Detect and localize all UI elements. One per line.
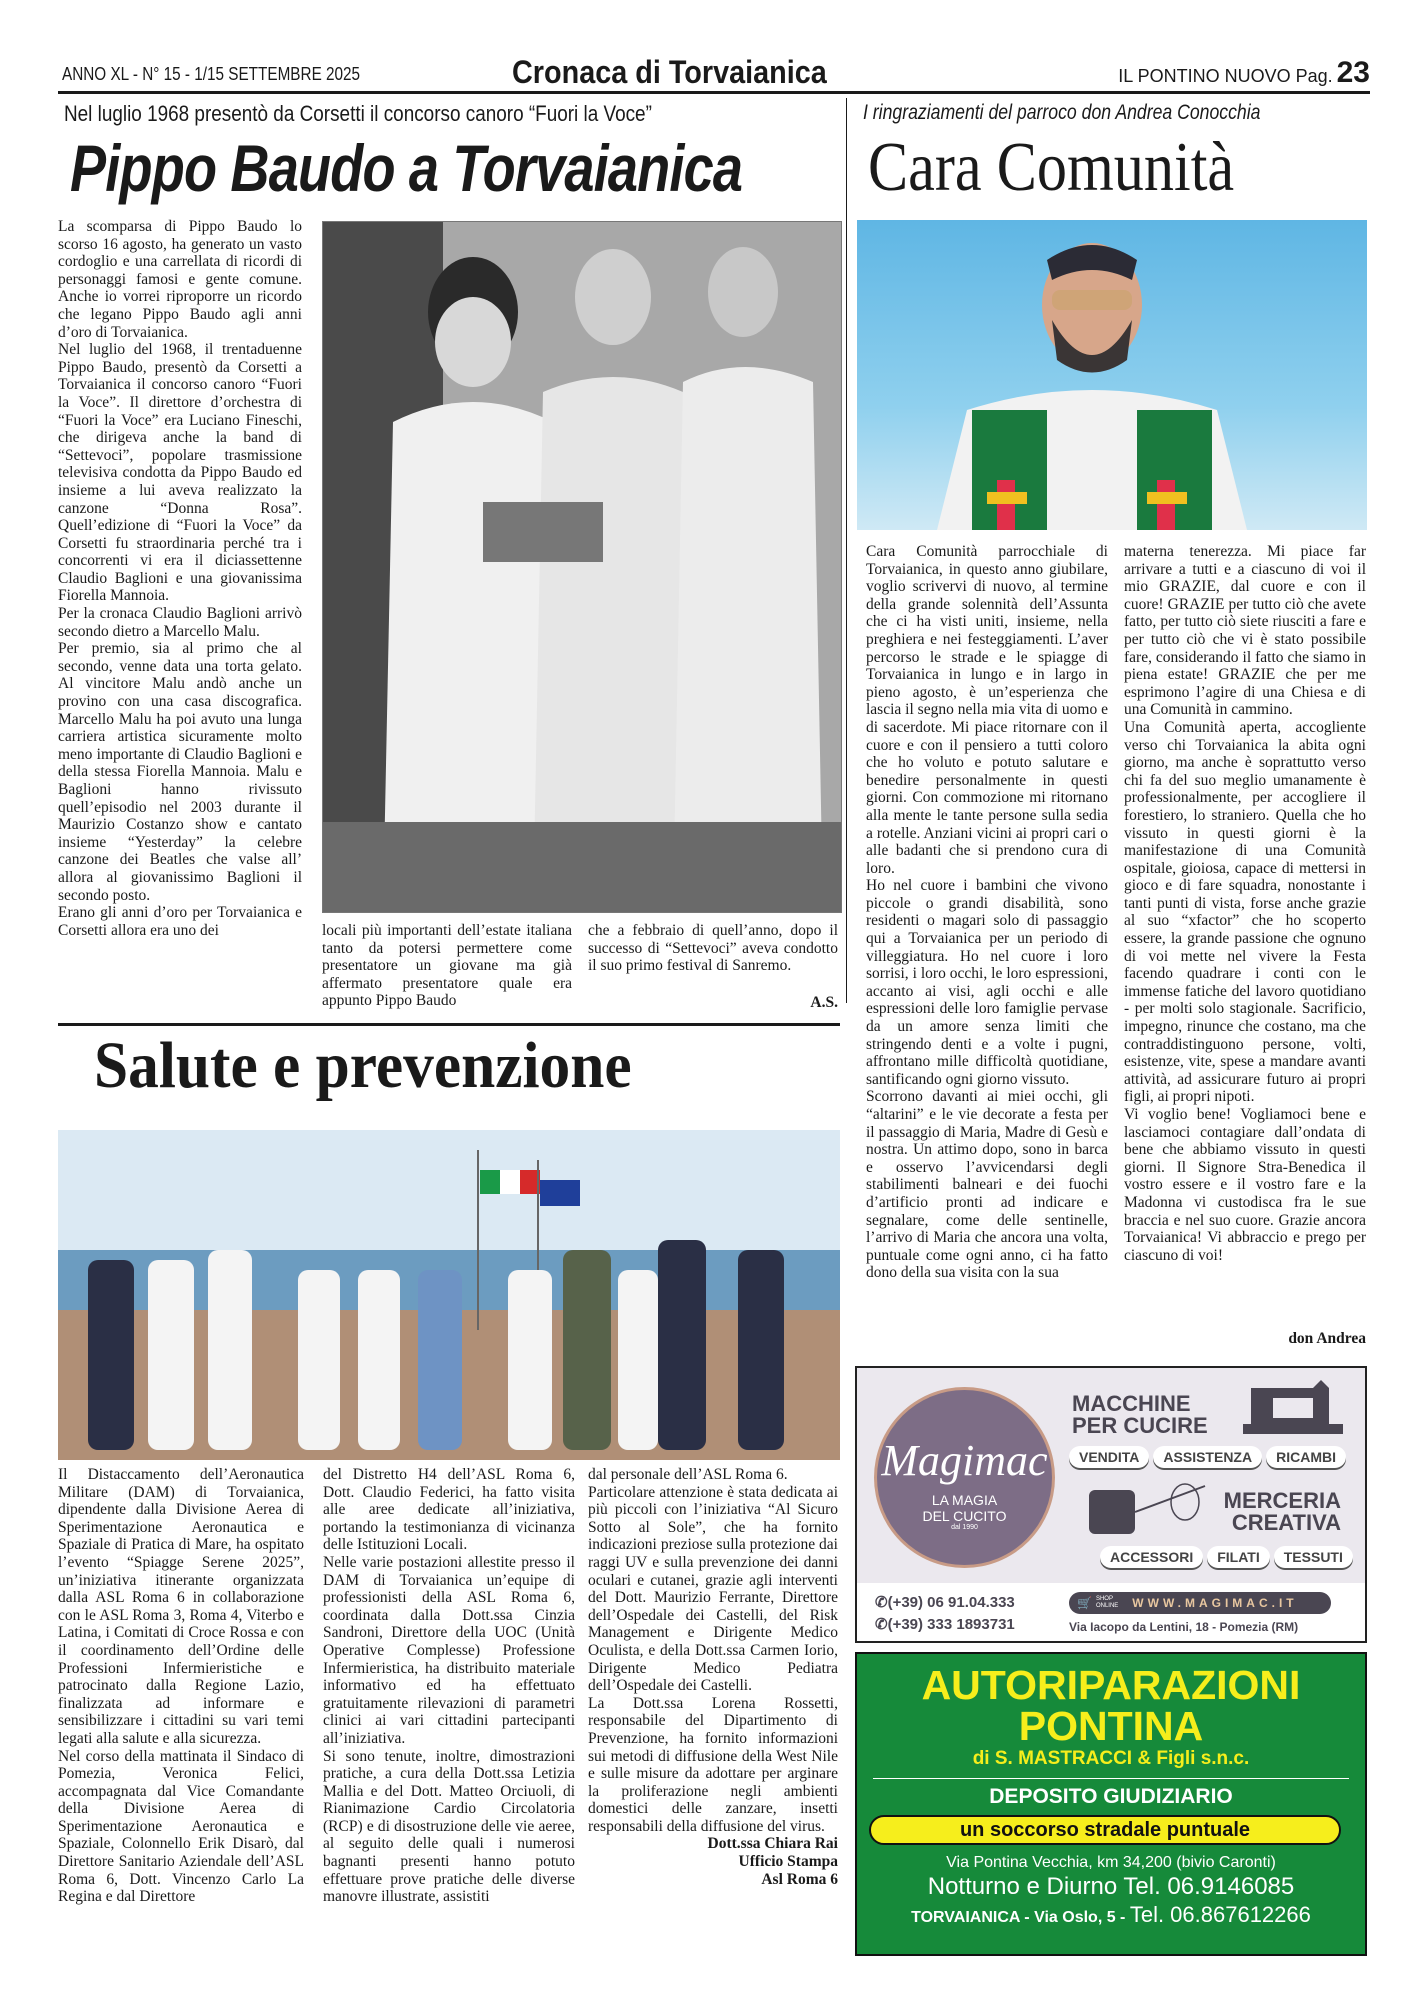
- ad-deposito: DEPOSITO GIUDIZIARIO: [989, 1785, 1233, 1808]
- article3-col2: [323, 1466, 575, 1906]
- paragraph: Il Distaccamento dell’Aeronautica Militare (DAM) di Torvaianica, dipendente dalla Divisione Aerea di Sperimentazione Aeronautica e Spaziale di Pratica di Mare, ha ospitato l’evento “Spiagge Serene 2025”, un’iniziativa itinerante organizzata dalla ASL Roma 6 in collaborazione con le ASL Roma 3, Roma 4, Viterbo e Latina, i Comitati di Croce Rossa e con il coordinamento dell’Ordine delle Professioni Infermieristiche e patrocinato dalla Regione Lazio, finalizzata ad informare e sensibilizzare i cittadini su vari temi legati alla salute e alla sicurezza.: [58, 1466, 304, 1747]
- ad-title-line1: AUTORIPARAZIONI: [921, 1662, 1301, 1708]
- product-pill: FILATI: [1207, 1546, 1270, 1568]
- article1-kicker: Nel luglio 1968 presentò da Corsetti il concorso canoro “Fuori la Voce”: [64, 101, 652, 126]
- phone-icon: ✆: [875, 1594, 888, 1611]
- product-pill: TESSUTI: [1274, 1546, 1353, 1568]
- article2-col2: [1124, 543, 1366, 1264]
- article3-col3: [588, 1466, 838, 1888]
- paper-name: IL PONTINO NUOVO Pag.: [1118, 66, 1333, 86]
- paragraph: Per la cronaca Claudio Baglioni arrivò secondo dietro a Marcello Malu.: [58, 605, 302, 640]
- issue-info: ANNO XL - N° 15 - 1/15 SETTEMBRE 2025: [62, 64, 361, 84]
- paragraph: materna tenerezza. Mi piace far arrivare a tutti e a ciascuno di voi il mio GRAZIE, dal cuore e con il cuore! GRAZIE per tutto ciò che avete fatto, per tutto ciò siete riusciti a fare e per tutto ciò che vi è stato possibile fare, considerando il fatto che siamo in piena estate! GRAZIE che per me esprimono l’agire di una Chiesa e di una Comunità in cammino.: [1124, 543, 1366, 719]
- signature-line: Asl Roma 6: [761, 1870, 838, 1888]
- shop-label: SHOP: [1095, 1596, 1113, 1602]
- paragraph: Una Comunità aperta, accogliente verso chi Torvaianica la abita ogni giorno, ma anche è soprattutto verso chi fa del suo meglio umanamente è professionalmente, per accogliere il forestiero, lo straniero. Quella che ho vissuto in questi giorni è la manifestazione di una Comunità ospitale, gioiosa, capace di mettersi in gioco e di fare squadra, nonostante i tanti punti di vista, forse anche grazie al suo “xfactor” che ho scoperto essere, la grande passione che ognuno di voi mette nel vivere la Festa facendo quadrare i conti con le immense fatiche del lavoro quotidiano - per molti solo stagionale. Sacrificio, impegno, rinunce che costano, ma che contraddistinguono persone, volti, esistenze, vite, spese a mandare avanti attività, ad assicurare futuro ai propri figli, ai propri nipoti.: [1124, 718, 1366, 1106]
- page-number: 23: [1336, 56, 1370, 89]
- article3-col1: [58, 1466, 304, 1906]
- article1-signature: A.S.: [810, 994, 838, 1011]
- magimac-merceria-heading: [1224, 1490, 1341, 1534]
- ad-company: di S. MASTRACCI & Figli s.n.c.: [972, 1748, 1250, 1769]
- service-pill: RICAMBI: [1266, 1446, 1346, 1468]
- magimac-ad: [855, 1366, 1367, 1643]
- whatsapp-number: (+39) 333 1893731: [887, 1616, 1015, 1633]
- thread-spool-icon: [1085, 1480, 1215, 1545]
- paragraph: La Dott.ssa Lorena Rossetti, responsabile del Dipartimento di Prevenzione, ha fornito informazioni sui metodi di diffusione della West Nile e sulle misure da adottare per arginare la proliferazione negli ambienti domestici delle zanzare, insetti responsabili della diffusione del virus.: [588, 1694, 838, 1835]
- magimac-logo-circle: [877, 1390, 1052, 1565]
- baudo-historic-photo: [322, 221, 842, 913]
- priest-photo-illustration: [857, 220, 1367, 530]
- paragraph: Particolare attenzione è stata dedicata ai più piccoli con l’iniziativa “Al Sicuro Sotto al Sole”, che ha fornito indicazioni preziose sulla protezione dai raggi UV e sulla prevenzione dei danni oculari e cutanei, grazie agli interventi del Dott. Maurizio Ferrante, Direttore dell’Ospedale dei Castelli, del Risk Management e Dirigente Medico Oculista, e della Dott.ssa Carmen Iorio, Dirigente Medico Pediatra dell’Ospedale dei Castelli.: [588, 1483, 838, 1695]
- paragraph: locali più importanti dell’estate italiana tanto da potersi permettere come presentatore un giovane ma già affermato presentatore quale era appunto Pippo Baudo: [322, 922, 572, 1010]
- paragraph: Nel corso della mattinata il Sindaco di Pomezia, Veronica Felici, accompagnata dal Vice Comandante della Divisione Aerea di Sperimentazione Aeronautica e Spaziale, Colonnello Erik Disarò, dal Direttore Sanitario Aziendale dell’ASL Roma 6, Dott. Vincenzo Carlo La Regina e dal Direttore: [58, 1747, 304, 1906]
- magimac-tagline1: LA MAGIA: [931, 1492, 998, 1508]
- group-photo-illustration: [58, 1130, 840, 1460]
- ad-footer: [857, 1901, 1365, 1932]
- shop-online-label: [1096, 1596, 1118, 1610]
- paragraph: dal personale dell’ASL Roma 6.: [588, 1466, 788, 1483]
- priest-photo: [857, 220, 1367, 530]
- heading-line: MERCERIA: [1223, 1488, 1341, 1513]
- paragraph: Ho nel cuore i bambini che vivono piccole o grandi disabilità, sono residenti o magari solo di passaggio qui a Torvaianica per un periodo di villeggiatura. Ho nel cuore i loro sorrisi, i loro occhi, le loro espressioni, accanto ai visi, agli occhi e alle espressioni delle loro famiglie pervase da un amore senza limiti che stringendo denti e a volte i pugni, affrontano mille difficoltà quotidiane, santificando ogni giorno vissuto.: [866, 877, 1108, 1088]
- website-link[interactable]: WWW.MAGIMAC.IT: [1132, 1596, 1298, 1610]
- online-label: ONLINE: [1095, 1603, 1119, 1609]
- paragraph: Si sono tenute, inoltre, dimostrazioni pratiche, a cura della Dott.ssa Letizia Mallia e del Dott. Matteo Orciuoli, di Rianimazione Cardio Circolatoria (RCP) e di disostruzione delle vie aeree, al seguito delle quali i numerosi bagnanti presenti hanno potuto effettuare prove pratiche delle diverse manovre illustrate, assistiti: [323, 1747, 575, 1906]
- article1-col1: [58, 218, 302, 939]
- article1-col2: [322, 922, 572, 1010]
- article2-signature: don Andrea: [1288, 1330, 1366, 1347]
- service-pill: VENDITA: [1069, 1446, 1149, 1468]
- paragraph: che a febbraio di quell’anno, dopo il successo di “Settevoci” aveva condotto il suo primo festival di Sanremo.: [588, 922, 838, 975]
- magimac-tagline2: DEL CUCITO: [922, 1508, 1007, 1524]
- section-title: Cronaca di Torvaianica: [512, 54, 827, 90]
- section-rule: [58, 1023, 840, 1026]
- ad-phone-line: Notturno e Diurno Tel. 06.9146085: [927, 1873, 1295, 1900]
- article3-signature: [588, 1835, 838, 1888]
- heading-line: CREATIVA: [1231, 1510, 1341, 1535]
- paragraph: Per premio, sia al primo che al secondo, venne data una torta gelato. Al vincitore Malu andò anche un provino con una casa discografica. Marcello Malu ha poi avuto una lunga carriera artistica sicuramente molto meno importante di Claudio Baglioni e della stessa Fiorella Mannoia. Malu e Baglioni hanno rivissuto quell’episodio nel 2003 durante il Maurizio Costanzo show e cantato insieme “Yesterday” la celebre canzone dei Beatles che valse all’ allora al giovanissimo Baglioni il secondo posto.: [58, 640, 302, 904]
- services-pills: [1069, 1446, 1350, 1468]
- heading-line: PER CUCIRE: [1072, 1413, 1208, 1438]
- phone-line: [875, 1592, 1015, 1614]
- cart-icon: 🛒: [1077, 1596, 1092, 1610]
- article1-col3: [588, 922, 838, 975]
- autoriparazioni-ad: [855, 1652, 1367, 1956]
- article2-kicker: I ringraziamenti del parroco don Andrea Conocchia: [863, 101, 1261, 124]
- ad-address: Via Pontina Vecchia, km 34,200 (bivio Caronti): [946, 1854, 1276, 1871]
- signature-line: Dott.ssa Chiara Rai: [707, 1835, 838, 1853]
- paper-page: [1118, 56, 1370, 90]
- ad-divider: [873, 1778, 1349, 1779]
- baudo-photo-illustration: [323, 222, 841, 912]
- article1-title: Pippo Baudo a Torvaianica: [70, 131, 743, 205]
- magimac-address: Via Iacopo da Lentini, 18 - Pomezia (RM): [1069, 1620, 1299, 1634]
- paragraph: Nelle varie postazioni allestite presso il DAM di Torvaianica un’equipe di professionisti della ASL Roma 6, coordinata dalla Dott.ssa Cinzia Sandroni, Direttore della UOC (Unità Operative Complesse) Professione Infermieristica, ha distribuito materiale informativo ed ha effettuato gratuitamente rilevazioni di parametri clinici ai vari cittadini partecipanti all’iniziativa.: [323, 1553, 575, 1747]
- magimac-machines-heading: [1072, 1393, 1208, 1437]
- ad-slogan-pill: un soccorso stradale puntuale: [869, 1815, 1341, 1845]
- phone-number: (+39) 06 91.04.333: [887, 1594, 1015, 1611]
- heading-line: MACCHINE: [1072, 1391, 1191, 1416]
- header-rule: [58, 91, 1370, 94]
- magimac-website-bar[interactable]: [1069, 1592, 1331, 1614]
- signature-line: Ufficio Stampa: [738, 1853, 838, 1871]
- paragraph: del Distretto H4 dell’ASL Roma 6, Dott. Claudio Federici, ha fatto visita alle aree dedicate all’iniziativa, portando la testimonianza di vicinanza delle Istituzioni Locali.: [323, 1466, 575, 1554]
- ad-footer-phone: Tel. 06.867612266: [1129, 1902, 1311, 1927]
- group-event-photo: [58, 1130, 840, 1460]
- paragraph: Erano gli anni d’oro per Torvaianica e Corsetti allora era uno dei: [58, 904, 302, 939]
- article2-col1: [866, 543, 1108, 1282]
- sewing-machine-icon: [1243, 1374, 1343, 1441]
- ad-footer-address: TORVAIANICA - Via Oslo, 5 -: [911, 1909, 1126, 1926]
- paragraph: Vi voglio bene! Vogliamoci bene e lasciamoci contagiare dall’ondata di bene che abbiamo vissuto in questi giorni. Il Signore Stra-Benedica il vostro essere e il vostro fare e la Madonna vi custodisca fra le sue braccia e nel suo cuore. Grazie ancora Torvaianica! Vi abbraccio e prego per ciascuno di voi!: [1124, 1106, 1366, 1264]
- magimac-logo: Magimac: [881, 1436, 1048, 1485]
- article3-title: Salute e prevenzione: [94, 1029, 632, 1102]
- paragraph: Cara Comunità parrocchiale di Torvaianica, in questo anno giubilare, voglio scrivervi di nuovo, al termine della grande solennità dell’Assunta che ci ha visti uniti, insieme, nella preghiera e nei festeggiamenti. L’aver percorso le strade e le spiagge di Torvaianica in lungo e in largo in pieno agosto, è un’esperienza che lascia il segno nella mia vita di uomo e di sacerdote. Mi piace ritornare con il cuore e con il pensiero a tutti coloro che ho voluto e potuto salutare e benedire personalmente in questi giorni. Con commozione mi ritornano alla mente le tante persone sulla sedia a rotelle. Anziani vicini ai propri cari o alle badanti che si prendono cura di loro.: [866, 543, 1108, 877]
- magimac-phones: [875, 1592, 1015, 1636]
- paragraph: Nel luglio del 1968, il trentaduenne Pippo Baudo, presentò da Corsetti a Torvaianica il concorso canoro “Fuori la Voce”. Il direttore d’orchestra di “Fuori la Voce” era Luciano Fineschi, che dirigeva anche la band di “Settevoci”, popolare trasmissione televisiva condotta da Pippo Baudo ed insieme a lui aveva realizzato la canzone “Donna Rosa”. Quell’edizione di “Fuori la Voce” da Corsetti fu straordinaria perché tra i concorrenti vi era il diciassettenne Claudio Baglioni e una giovanissima Fiorella Mannoia.: [58, 341, 302, 605]
- magimac-since: dal 1990: [951, 1524, 978, 1531]
- paragraph: La scomparsa di Pippo Baudo lo scorso 16 agosto, ha generato un vasto cordoglio e una carrellata di ricordi di personaggi famosi e gente comune. Anche io vorrei riproporre un ricordo che legano Pippo Baudo agli anni d’oro di Torvaianica.: [58, 218, 302, 341]
- whatsapp-line: [875, 1614, 1015, 1636]
- whatsapp-icon: ✆: [875, 1616, 888, 1633]
- service-pill: ASSISTENZA: [1153, 1446, 1262, 1468]
- product-pill: ACCESSORI: [1100, 1546, 1203, 1568]
- products-pills: [1100, 1546, 1357, 1568]
- paragraph: Scorrono davanti ai miei occhi, gli “altarini” e le vie decorate a festa per il passaggio di Maria, Madre di Gesù e nostra. Un attimo dopo, sono in barca e osservo l’avvicendarsi degli stabilimenti balneari e dei fuochi d’artificio pronti ad indicare e segnalare, come delle sentinelle, l’arrivo di Maria che ancora una volta, puntuale come ogni anno, ci ha fatto dono della sua visita con la sua: [866, 1088, 1108, 1282]
- ad-title-line2: PONTINA: [1018, 1703, 1204, 1749]
- column-divider: [846, 98, 847, 1003]
- article2-title: Cara Comunità: [868, 129, 1235, 206]
